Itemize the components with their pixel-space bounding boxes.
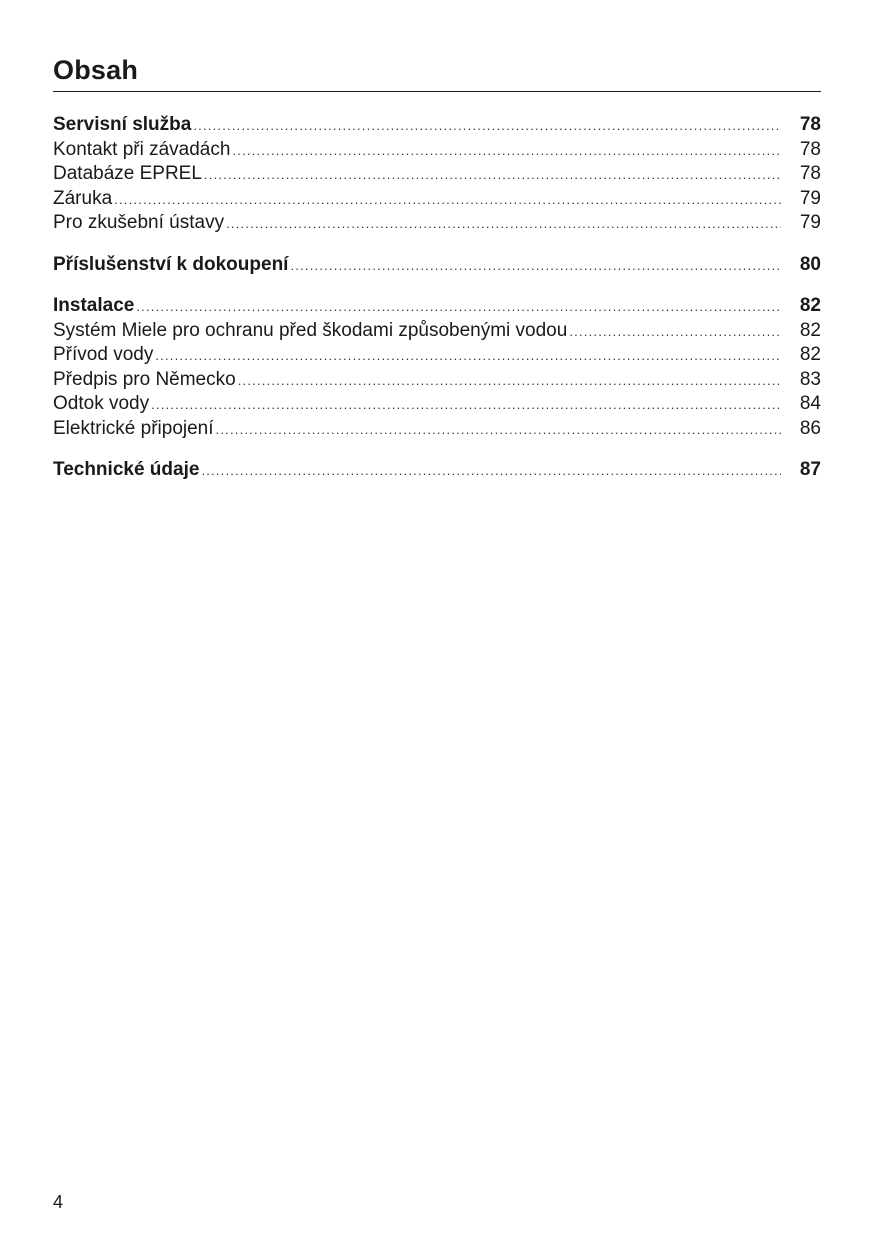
toc-entry-page: 78	[799, 138, 821, 160]
toc-entry-page: 82	[799, 344, 821, 365]
toc-entry[interactable]	[53, 187, 821, 212]
toc-entry[interactable]	[53, 392, 821, 417]
toc-entry-page: 82	[799, 319, 821, 341]
toc-entry-label: Kontakt při závadách	[53, 138, 231, 160]
toc-entry[interactable]	[53, 113, 821, 138]
toc-dot-leader	[226, 212, 781, 237]
toc-entry-label: Záruka	[53, 187, 113, 209]
toc-entry-page: 84	[799, 393, 821, 414]
table-of-contents	[53, 113, 821, 483]
toc-entry-page: 87	[799, 459, 821, 480]
toc-entry-label: Instalace	[53, 295, 135, 316]
toc-dot-leader	[201, 459, 781, 484]
toc-dot-leader	[136, 295, 781, 320]
toc-entry-page: 79	[799, 212, 821, 233]
toc-dot-leader	[290, 254, 781, 279]
toc-entry-page: 78	[799, 163, 821, 184]
toc-entry[interactable]	[53, 458, 821, 483]
toc-dot-leader	[569, 320, 781, 345]
toc-entry-page: 80	[799, 253, 821, 275]
toc-entry[interactable]	[53, 138, 821, 163]
toc-entry[interactable]	[53, 211, 821, 236]
toc-entry-label: Příslušenství k dokoupení	[53, 253, 289, 275]
toc-entry[interactable]	[53, 319, 821, 344]
toc-dot-leader	[151, 393, 781, 418]
toc-dot-leader	[204, 163, 781, 188]
toc-dot-leader	[155, 344, 781, 369]
toc-dot-leader	[238, 369, 781, 394]
toc-dot-leader	[193, 114, 781, 139]
toc-entry[interactable]	[53, 417, 821, 442]
toc-entry-label: Servisní služba	[53, 114, 192, 135]
toc-entry-label: Odtok vody	[53, 393, 150, 414]
toc-entry-label: Předpis pro Německo	[53, 368, 236, 390]
title-divider	[53, 91, 821, 92]
toc-entry-page: 83	[799, 368, 821, 390]
toc-dot-leader	[114, 188, 781, 213]
toc-entry[interactable]	[53, 294, 821, 319]
toc-entry-label: Přívod vody	[53, 344, 154, 365]
page-number: 4	[53, 1192, 64, 1212]
toc-entry-page: 78	[799, 114, 821, 135]
toc-entry-label: Elektrické připojení	[53, 417, 214, 439]
toc-entry[interactable]	[53, 343, 821, 368]
toc-entry-label: Technické údaje	[53, 459, 200, 480]
toc-entry-label: Databáze EPREL	[53, 163, 202, 184]
toc-entry-label: Pro zkušební ústavy	[53, 212, 225, 233]
page-title: Obsah	[53, 55, 139, 85]
toc-dot-leader	[216, 418, 781, 443]
toc-entry-page: 82	[799, 295, 821, 316]
toc-entry[interactable]	[53, 253, 821, 278]
toc-entry-label: Systém Miele pro ochranu před škodami způsobenými vodou	[53, 319, 568, 341]
toc-entry[interactable]	[53, 162, 821, 187]
toc-dot-leader	[232, 139, 781, 164]
toc-entry-page: 79	[799, 187, 821, 209]
toc-entry-page: 86	[799, 417, 821, 439]
toc-entry[interactable]	[53, 368, 821, 393]
